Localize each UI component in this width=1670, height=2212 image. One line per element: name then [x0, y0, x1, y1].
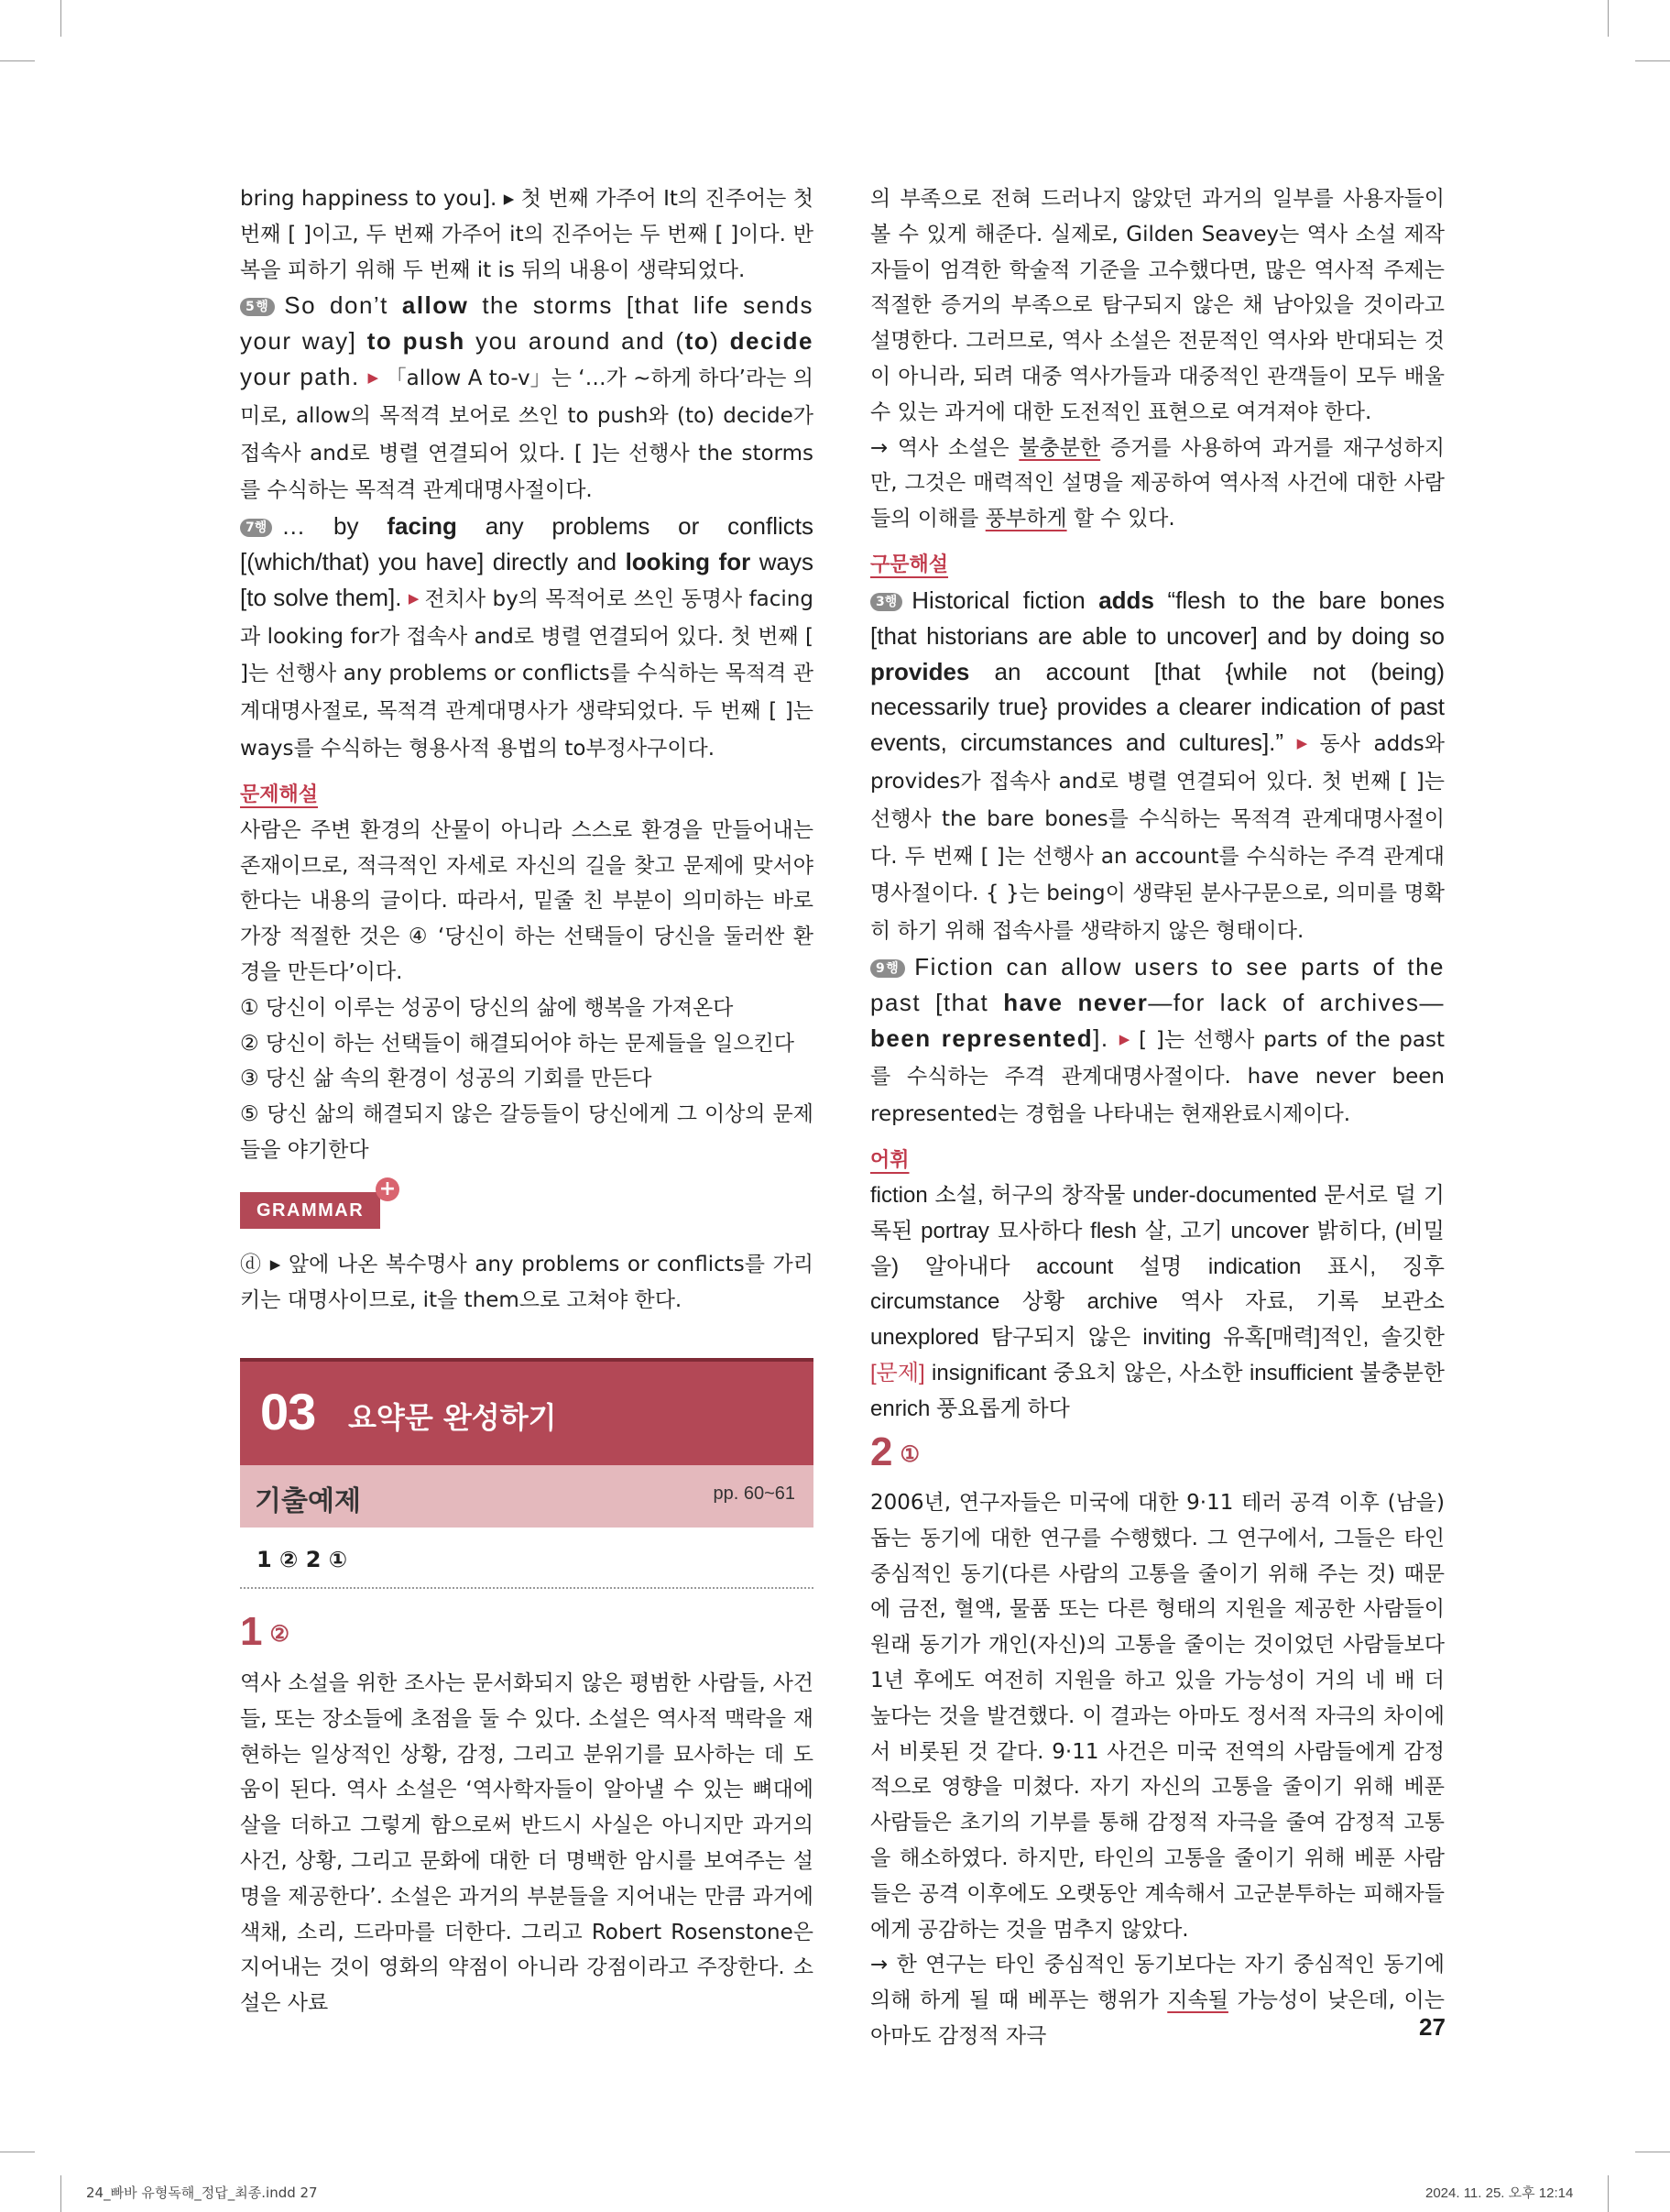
triangle-icon: ▶: [1119, 1031, 1134, 1047]
left-column: [240, 181, 813, 1318]
explanation-paragraph: bring happiness to you]. ▸ 첫 번째 가주어 It의 진주어는 첫 번째 [ ]이고, 두 번째 가주어 it의 진주어는 두 번째 [ ]이다. 반복을 피하기 위해 두 번째 it is 뒤의 내용이 생략되었다.: [240, 187, 813, 282]
crop-mark: [60, 0, 61, 37]
line-badge: 3행: [870, 593, 902, 611]
section-banner: [240, 1358, 813, 1465]
section-heading-problem: 문제해설: [240, 783, 319, 806]
translation-continued: 의 부족으로 전혀 드러나지 않았던 과거의 일부를 사용자들이 볼 수 있게 해준다. 실제로, Gilden Seavey는 역사 소설 제작자들이 엄격한 학술적 기준을 고수했다면, 많은 역사적 주제는 적절한 증거의 부족으로 탐구되지 않은 채 남아있을 것이라고 설명한다. 그러므로, 역사 소설은 전문적인 역사와 반대되는 것이 아니라, 되려 대중 역사가들과 대중적인 관객들이 모두 배울 수 있는 과거에 대한 도전적인 표현으로 여겨져야 한다.: [870, 187, 1445, 424]
page-range: pp. 60~61: [713, 1484, 795, 1504]
triangle-icon: ▶: [408, 590, 420, 607]
sentence-analysis-line3: 3행 Historical fiction adds “flesh to the bare bones [that historians are able to uncover] and by doing so provides an account [that {while not (being) necessarily true} provides a clearer indication of past events, circumstances and cultures].” ▶ 동사 adds와 provides가 접속사 and로 병렬 연결되어 있다. 첫 번째 [ ]는 선행사 the bare bones를 수식하는 목적격 관계대명사절이다. 두 번째 [ ]는 선행사 an account를 수식하는 주격 관계대명사절이다. { }는 being이 생략된 분사구문으로, 의미를 명확히 하기 위해 접속사를 생략하지 않은 형태이다.: [870, 586, 1445, 944]
section-heading-vocab: 어휘: [870, 1148, 910, 1172]
option-1: ① 당신이 이루는 성공이 당신의 삶에 행복을 가져온다: [240, 995, 734, 1020]
problem-explanation: 사람은 주변 환경의 산물이 아니라 스스로 환경을 만들어내는 존재이므로, 적극적인 자세로 자신의 길을 찾고 문제에 맞서야 한다는 내용의 글이다. 따라서, 밑줄 친 부분이 의미하는 바로 가장 적절한 것은 ④ ‘당신이 하는 선택들이 당신을 둘러싼 환경을 만든다’이다.: [240, 817, 813, 984]
option-3: ③ 당신 삶 속의 환경이 성공의 기회를 만든다: [240, 1067, 652, 1091]
crop-mark: [1608, 2175, 1609, 2212]
grammar-explanation: ⓓ ▸ 앞에 나온 복수명사 any problems or conflicts를 가리키는 대명사이므로, it을 them으로 고쳐야 한다.: [240, 1252, 813, 1312]
line-badge: 9행: [870, 959, 905, 978]
plus-icon: +: [376, 1177, 399, 1201]
section-number: 03: [260, 1383, 316, 1440]
option-2: ② 당신이 하는 선택들이 해결되어야 하는 문제들을 일으킨다: [240, 1031, 795, 1056]
footer-filename: 24_빠바 유형독해_정답_최종.indd 27: [86, 2185, 318, 2201]
crop-mark: [0, 60, 35, 61]
crop-mark: [1635, 60, 1670, 61]
section-heading-structure: 구문해설: [870, 553, 949, 576]
question-2-heading: 2 ①: [870, 1429, 920, 1474]
question-1-translation: 역사 소설을 위한 조사는 문서화되지 않은 평범한 사람들, 사건들, 또는 장소들에 초점을 둘 수 있다. 소설은 역사적 맥락을 재현하는 일상적인 상황, 감정, 그리고 분위기를 묘사하는 데 도움이 된다. 역사 소설은 ‘역사학자들이 알아낼 수 있는 뼈대에 살을 더하고 그렇게 함으로써 반드시 사실은 아니지만 과거의 사건, 상황, 그리고 문화에 대한 더 명백한 암시를 보여주는 설명을 제공한다’. 소설은 과거의 부분들을 지어내는 만큼 과거에 색채, 소리, 드라마를 더한다. 그리고 Robert Rosenstone은 지어내는 것이 영화의 약점이 아니라 강점이라고 주장한다. 소설은 사료: [240, 1671, 813, 2016]
crop-mark: [1608, 0, 1609, 37]
sub-banner: [240, 1465, 813, 1528]
footer-timestamp: 2024. 11. 25. 오후 12:14: [1425, 2185, 1574, 2201]
summary-sentence-2: → 한 연구는 타인 중심적인 동기보다는 자기 중심적인 동기에 의해 하게 될 때 베푸는 행위가 지속될 가능성이 낮은데, 이는 아마도 감정적 자극: [870, 1953, 1445, 2048]
page-number: 27: [1419, 2013, 1446, 2041]
question-1-heading: 1 ②: [240, 1609, 289, 1654]
line-badge: 7행: [240, 519, 272, 537]
sentence-analysis-line5: 5행 So don’t allow the storms [that life sends your way] to push you around and (to) decide your path. ▶ 「allow A to-v」는 ‘…가 ~하게 하다’라는 의미로, allow의 목적격 보어로 쓰인 to push와 (to) decide가 접속사 and로 병렬 연결되어 있다. [ ]는 선행사 the storms를 수식하는 목적격 관계대명사절이다.: [240, 291, 813, 503]
grammar-label: GRAMMAR: [240, 1192, 380, 1229]
sub-title: 기출예제: [255, 1485, 361, 1517]
vocabulary-list: fiction 소설, 허구의 창작물 under-documented 문서로 덜 기록된 portray 묘사하다 flesh 살, 고기 uncover 밝히다, (비밀을) 알아내다 account 설명 indication 표시, 징후 circumstance 상황 archive 역사 자료, 기록 보관소 unexplored 탐구되지 않은 inviting 유혹[매력]적인, 솔깃한 [문제] insignificant 중요치 않은, 사소한 insufficient 불충분한 enrich 풍요롭게 하다: [870, 1182, 1445, 1421]
line-badge: 5행: [240, 298, 275, 316]
triangle-icon: ▶: [1296, 736, 1315, 752]
section-title: 요약문 완성하기: [348, 1400, 557, 1435]
triangle-icon: ▶: [367, 369, 380, 386]
question-2-translation: 2006년, 연구자들은 미국에 대한 9·11 테러 공격 이후 (남을) 돕는 동기에 대한 연구를 수행했다. 그 연구에서, 그들은 타인 중심적인 동기(다른 사람의 고통을 줄이기 위해 주는 것) 때문에 금전, 혈액, 물품 또는 다른 형태의 지원을 제공한 사람들이 원래 동기가 개인(자신)의 고통을 줄이는 것이었던 사람들보다 1년 후에도 여전히 지원을 하고 있을 가능성이 거의 네 배 더 높다는 것을 발견했다. 이 결과는 아마도 정서적 자극의 차이에서 비롯된 것 같다. 9·11 사건은 미국 전역의 사람들에게 감정적으로 영향을 미쳤다. 자기 자신의 고통을 줄이기 위해 베푼 사람들은 초기의 기부를 통해 감정적 자극을 줄여 감정적 고통을 해소하였다. 하지만, 타인의 고통을 줄이기 위해 베푼 사람들은 공격 이후에도 오랫동안 계속해서 고군분투하는 피해자들에게 공감하는 것을 멈추지 않았다. → 한 연구는 타인 중심적인 동기보다는 자기 중심적인 동기에 의해 하게 될 때 베푸는 행위가 지속될 가능성이 낮은데, 이는 아마도 감정적 자극: [870, 1485, 1445, 2054]
sentence-analysis-line7: 7행 … by facing any problems or conflicts [(which/that) you have] directly and looking for ways [to solve them]. ▶ 전치사 by의 목적어로 쓰인 동명사 facing과 looking for가 접속사 and로 병렬 연결되어 있다. 첫 번째 [ ]는 선행사 any problems or conflicts를 수식하는 목적격 관계대명사절로, 목적격 관계대명사가 생략되었다. 두 번째 [ ]는 ways를 수식하는 형용사적 용법의 to부정사구이다.: [240, 512, 813, 761]
crop-mark: [60, 2175, 61, 2212]
right-column: [870, 181, 1445, 1428]
grammar-tag: [240, 1177, 813, 1234]
answer-key: 1 ② 2 ①: [240, 1543, 813, 1589]
option-5: ⑤ 당신 삶의 해결되지 않은 갈등들이 당신에게 그 이상의 문제들을 야기한다: [240, 1102, 813, 1162]
summary-sentence: → 역사 소설은 불충분한 증거를 사용하여 과거를 재구성하지만, 그것은 매력적인 설명을 제공하여 역사적 사건에 대한 사람들의 이해를 풍부하게 할 수 있다.: [870, 435, 1446, 531]
sentence-analysis-line9: 9행 Fiction can allow users to see parts of the past [that have never—for lack of archives—been represented]. ▶ [ ]는 선행사 parts of the past를 수식하는 주격 관계대명사절이다. have never been represented는 경험을 나타내는 현재완료시제이다.: [870, 952, 1445, 1127]
